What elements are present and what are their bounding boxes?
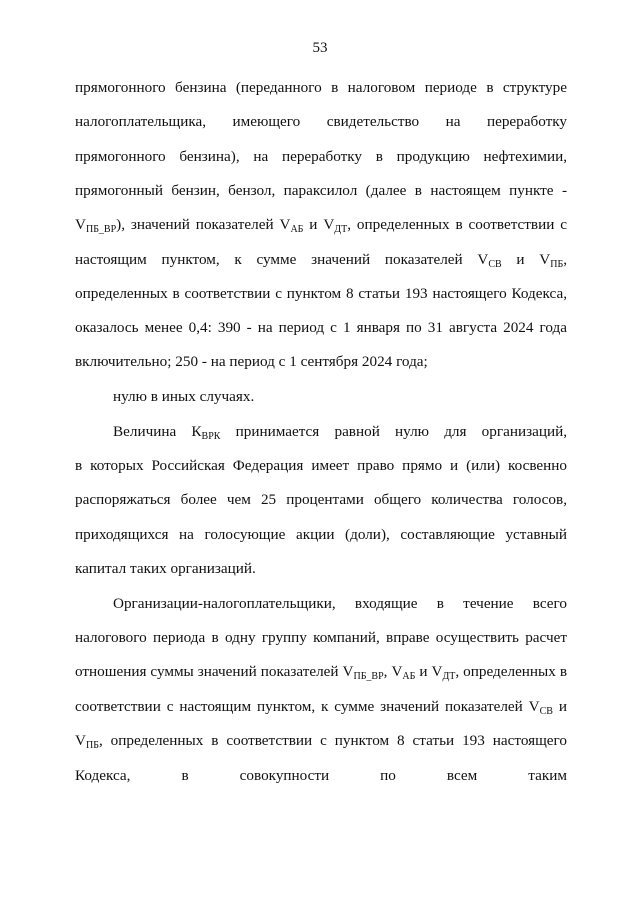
subscript: АБ: [290, 224, 304, 235]
text-segment: Величина К: [113, 423, 202, 440]
text-segment: налогоплательщика, имеющего свидетельство на переработку: [75, 113, 567, 130]
subscript: ПБ: [550, 259, 564, 270]
subscript: АБ: [402, 671, 416, 682]
text-segment: V: [75, 732, 86, 749]
page-number: 53: [312, 40, 328, 56]
text-segment: , определенных в соответствии с пунктом 8 статьи 193 настоящего: [98, 732, 567, 749]
text-segment: Кодекса, в совокупности по всем таким: [75, 767, 567, 784]
text-segment: капитал таких организаций.: [75, 560, 256, 577]
text-line: [75, 490, 567, 510]
text-line: [75, 628, 567, 648]
text-line: [75, 697, 567, 717]
text-segment: прямогонного бензина), на переработку в продукцию нефтехимии,: [75, 148, 567, 165]
text-segment: , определенных в: [455, 663, 568, 680]
text-line: [75, 78, 567, 98]
text-segment: , V: [383, 663, 403, 680]
subscript: ПБ_ВР: [85, 224, 117, 235]
text-segment: нулю в иных случаях.: [113, 388, 255, 405]
text-segment: прямогонный бензин, бензол, параксилол (далее в настоящем пункте -: [75, 182, 567, 199]
text-line: [75, 456, 567, 476]
subscript: ДТ: [442, 671, 456, 682]
text-segment: соответствии с настоящим пунктом, к сумме значений показателей V: [75, 698, 540, 715]
subscript: ВРК: [201, 431, 221, 442]
text-line: [113, 594, 567, 614]
text-segment: налогового периода в одну группу компаний, вправе осуществить расчет: [75, 629, 567, 646]
text-segment: и: [552, 698, 567, 715]
text-segment: Организации-налогоплательщики, входящие в течение всего: [113, 595, 567, 612]
text-line: [75, 181, 567, 201]
text-segment: ), значений показателей V: [116, 216, 291, 233]
text-segment: прямогонного бензина (переданного в налоговом периоде в структуре: [75, 79, 567, 96]
text-line: [75, 147, 567, 167]
text-line: [75, 525, 567, 545]
text-segment: и V: [415, 663, 443, 680]
text-line: [75, 731, 567, 751]
text-line: [75, 318, 567, 338]
subscript: СВ: [539, 706, 553, 717]
text-segment: и V: [303, 216, 335, 233]
text-line: [75, 662, 567, 682]
text-segment: в которых Российская Федерация имеет право прямо и (или) косвенно: [75, 457, 567, 474]
text-segment: распоряжаться более чем 25 процентами общего количества голосов,: [75, 491, 567, 508]
text-line: [75, 250, 567, 270]
text-segment: определенных в соответствии с пунктом 8 статьи 193 настоящего Кодекса,: [75, 285, 567, 302]
text-line: [75, 112, 567, 132]
text-segment: и V: [501, 251, 551, 268]
text-segment: приходящихся на голосующие акции (доли), составляющие уставный: [75, 526, 567, 543]
text-segment: отношения суммы значений показателей V: [75, 663, 354, 680]
text-segment: настоящим пунктом, к сумме значений показателей V: [75, 251, 489, 268]
subscript: ДТ: [334, 224, 348, 235]
text-segment: , определенных в соответствии с: [347, 216, 567, 233]
text-line: [75, 352, 567, 372]
text-segment: включительно; 250 - на период с 1 сентября 2024 года;: [75, 353, 428, 370]
text-line: [75, 766, 567, 786]
text-segment: ,: [563, 251, 567, 268]
text-line: [75, 284, 567, 304]
subscript: СВ: [488, 259, 502, 270]
text-line: [75, 215, 567, 235]
text-segment: оказалось менее 0,4: 390 - на период с 1 января по 31 августа 2024 года: [75, 319, 567, 336]
text-line: [75, 559, 567, 579]
text-line: [113, 422, 567, 442]
subscript: ПБ_ВР: [353, 671, 384, 682]
text-segment: V: [75, 216, 86, 233]
text-line: [113, 387, 567, 407]
text-segment: принимается равной нулю для организаций,: [220, 423, 568, 440]
subscript: ПБ: [85, 740, 99, 751]
